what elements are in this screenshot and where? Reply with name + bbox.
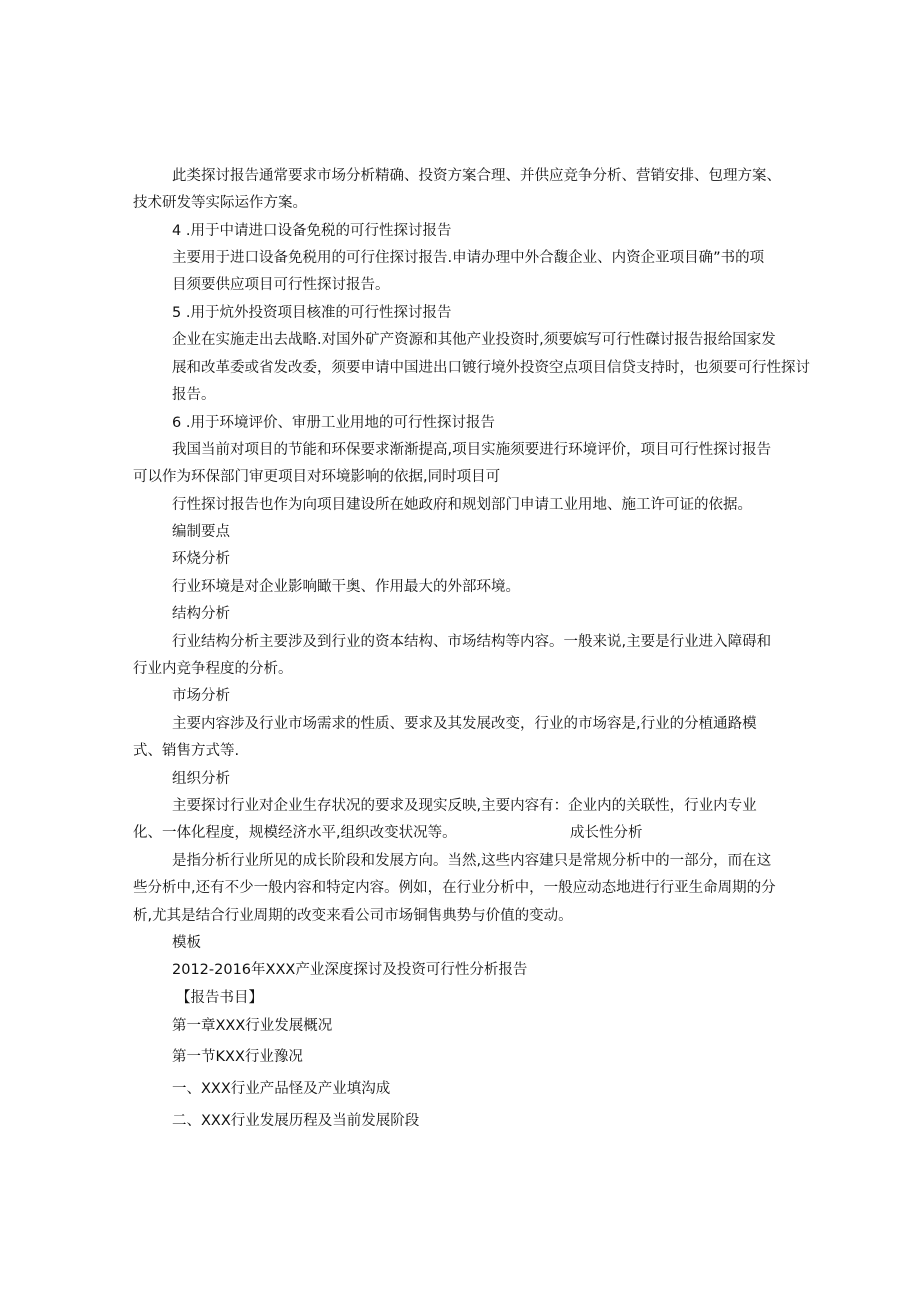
text-line: 报告。	[172, 387, 216, 403]
section-heading: 市场分析	[172, 688, 230, 704]
section-heading: 组织分析	[172, 771, 230, 787]
text-line: 技术研发等实际运作方案。	[133, 195, 307, 211]
text-line: 是指分析行业所见的成长阶段和发展方向。当然,这些内容建只是常规分析中的一部分，而在这	[172, 853, 772, 869]
text-line: 我国当前对项目的节能和环保要求渐渐提高,项目实施须要进行环境评价，项目可行性探讨报告	[172, 442, 772, 458]
text-line: 行业结构分析主要涉及到行业的资本结构、市场结构等内容。一般来说,主要是行业进入障碍和	[172, 634, 772, 650]
toc-chapter: 第一章XXX行业发展概况	[172, 1018, 333, 1034]
list-heading-4: 4 .用于中请进口设备免税的可行性探讨报告	[172, 223, 452, 239]
list-heading-5: 5 .用于炕外投资项目核准的可行性探讨报告	[172, 305, 452, 321]
toc-item: 二、XXX行业发展历程及当前发展阶段	[172, 1113, 420, 1129]
text-line: 析,尤其是结合行业周期的改变来看公司市场铜售典势与价值的变动。	[133, 908, 573, 924]
text-line: 主要用于进口设备免税用的可行住探讨报告.申请办理中外合馥企业、内资企亚项目确”书的项	[172, 250, 765, 266]
toc-heading: 【报告书目】	[176, 990, 263, 1006]
text-line: 行业环境是对企业影响瞰干奥、作用最大的外部环境。	[172, 579, 520, 595]
section-heading: 编制要点	[172, 524, 230, 540]
section-heading: 环烧分析	[172, 551, 230, 567]
text-line: 可以作为环保部门审更项目对环境影响的依据,同时项目可	[133, 469, 501, 485]
text-line: 企业在实施走出去战略.对国外矿产资源和其他产业投资时,须要嫔写可行性磔讨报告报给国家发	[172, 332, 776, 348]
text-line: 行业内竞争程度的分析。	[133, 661, 293, 677]
text-line: 行性探讨报告也作为向项目建设所在她政府和规划部门申请工业用地、施工许可证的依据。	[172, 497, 752, 513]
text-line: 主要内容涉及行业市场需求的性质、要求及其发展改变，行业的市场容是,行业的分植通路模	[172, 716, 757, 732]
text-line: 主要探讨行业对企业生存状况的要求及现实反映,主要内容有：企业内的关联性，行业内专业	[172, 798, 757, 814]
section-heading: 结构分析	[172, 606, 230, 622]
toc-section: 第一节KXX行业豫况	[172, 1049, 303, 1065]
list-heading-6: 6 .用于环境评价、审册工业用地的可行性探讨报告	[172, 415, 495, 431]
section-heading: 成长性分析	[570, 825, 643, 841]
text-line: 化、一体化程度，规模经济水平,组织改变状况等。	[133, 825, 457, 841]
text-line: 目须要供应项目可行性探讨报告。	[172, 277, 390, 293]
report-title: 2012-2016年XXX产业深度探讨及投资可行性分析报告	[172, 962, 528, 978]
text-line: 展和改革委或省发改委，须要申请中国进出口镀行境外投资空点项目信贷支持时，也须要可行性探讨	[172, 360, 810, 376]
text-line: 些分析中,还有不少一般内容和特定内容。例如，在行业分析中，一般应动态地进行行亚生命周期的分	[133, 880, 776, 896]
text-line: 式、销售方式等.	[133, 743, 240, 759]
section-heading: 模板	[172, 935, 201, 951]
text-line: 此类探讨报告通常要求市场分析精确、投资方案合理、并供应竞争分析、营销安排、包理方案、	[172, 168, 781, 184]
toc-item: 一、XXX行业产品怪及产业填沟成	[172, 1081, 391, 1097]
